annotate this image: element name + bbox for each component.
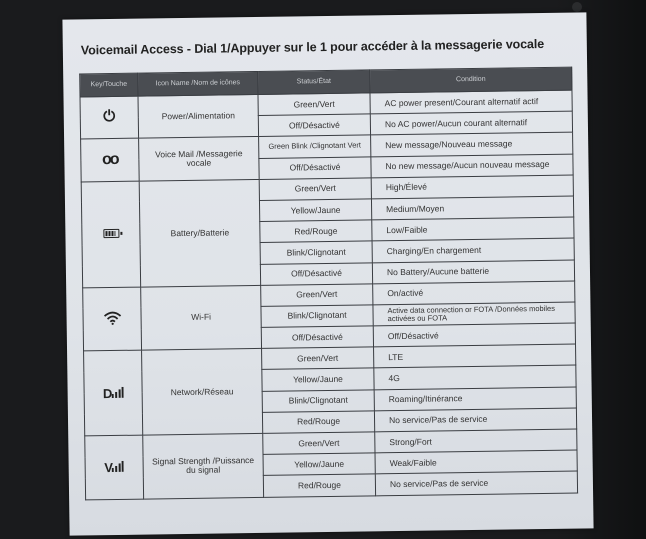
icon-name-cell: Signal Strength /Puissance du signal <box>143 433 264 498</box>
voicemail-key-cell <box>81 139 140 182</box>
signal-key-cell <box>85 435 144 499</box>
status-cell: Off/Désactivé <box>258 114 370 137</box>
status-cell: Red/Rouge <box>263 474 375 497</box>
sticker-title: Voicemail Access - Dial 1/Appuyer sur le 1 pour accéder à la messagerie vocale <box>80 36 545 58</box>
condition-cell: LTE <box>374 344 576 368</box>
status-cell: Green/Vert <box>262 347 374 370</box>
icon-name-cell: Network/Réseau <box>142 349 263 435</box>
condition-cell: No Battery/Aucune batterie <box>372 260 574 284</box>
condition-cell: No new message/Aucun nouveau message <box>371 154 573 178</box>
header-condition: Condition <box>370 67 572 93</box>
status-cell: Green Blink /Clignotant Vert <box>259 135 371 158</box>
status-cell: Off/Désactivé <box>261 326 373 349</box>
signal-bars-icon <box>112 461 124 472</box>
signal-letter: V <box>104 459 113 475</box>
network-key-cell <box>84 350 143 436</box>
status-cell: Blink/Clignotant <box>262 389 374 412</box>
status-cell: Red/Rouge <box>260 220 372 243</box>
status-cell: Green/Vert <box>258 93 370 116</box>
header-key: Key/Touche <box>80 73 138 97</box>
battery-icon <box>103 229 119 238</box>
status-cell: Off/Désactivé <box>260 262 372 285</box>
condition-cell: Strong/Fort <box>375 429 577 453</box>
status-cell: Yellow/Jaune <box>262 368 374 391</box>
wifi-icon <box>103 311 121 325</box>
header-icon-name: Icon Name /Nom de icônes <box>138 71 258 96</box>
signal-strength-icon <box>104 459 124 475</box>
network-icon <box>102 385 124 401</box>
condition-cell: Low/Faible <box>372 217 574 241</box>
status-cell: Yellow/Jaune <box>259 199 371 222</box>
signal-bars-icon <box>111 386 123 397</box>
condition-cell: 4G <box>374 365 576 389</box>
power-key-cell <box>80 96 139 139</box>
icon-name-cell: Battery/Batterie <box>139 179 260 287</box>
icon-name-cell: Power/Alimentation <box>138 94 259 138</box>
status-cell: Blink/Clignotant <box>261 305 373 328</box>
header-status: Status/État <box>258 70 370 95</box>
network-letter: D <box>102 385 112 401</box>
status-cell: Green/Vert <box>263 432 375 455</box>
indicator-table <box>79 67 578 500</box>
condition-cell: Off/Désactivé <box>373 323 575 347</box>
power-icon: ⏻ <box>103 108 116 126</box>
condition-cell: No AC power/Aucun courant alternatif <box>370 111 572 135</box>
battery-key-cell <box>81 181 140 288</box>
condition-cell: On/activé <box>373 281 575 305</box>
condition-cell: Roaming/Itinérance <box>374 387 576 411</box>
wifi-key-cell <box>83 287 142 351</box>
screw <box>572 2 582 12</box>
condition-cell: Charging/En chargement <box>372 238 574 262</box>
status-cell: Red/Rouge <box>262 411 374 434</box>
condition-cell: Active data connection or FOTA /Données mobiles activées ou FOTA <box>373 302 575 326</box>
condition-cell: New message/Nouveau message <box>371 132 573 156</box>
status-cell: Yellow/Jaune <box>263 453 375 476</box>
status-cell: Blink/Clignotant <box>260 241 372 264</box>
status-cell: Green/Vert <box>261 284 373 307</box>
condition-cell: Medium/Moyen <box>371 196 573 220</box>
label-sticker <box>62 12 593 535</box>
condition-cell: Weak/Faible <box>375 450 577 474</box>
condition-cell: No service/Pas de service <box>375 471 577 495</box>
icon-name-cell: Wi-Fi <box>141 285 262 350</box>
condition-cell: No service/Pas de service <box>374 408 576 432</box>
condition-cell: AC power present/Courant alternatif actif <box>370 90 572 114</box>
voicemail-icon: oo <box>101 150 118 168</box>
condition-cell: High/Élevé <box>371 175 573 199</box>
icon-name-cell: Voice Mail /Messagerie vocale <box>139 137 260 181</box>
status-cell: Green/Vert <box>259 178 371 201</box>
status-cell: Off/Désactivé <box>259 156 371 179</box>
